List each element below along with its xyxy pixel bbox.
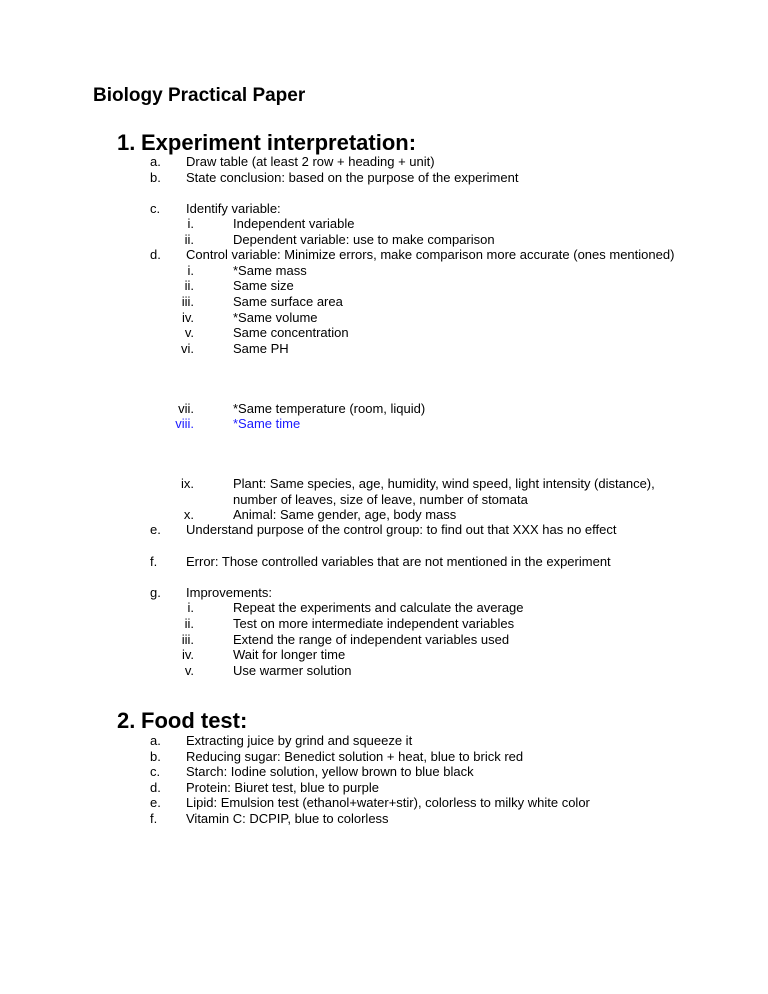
list-item (0, 733, 768, 749)
list-marker: v. (184, 663, 194, 678)
list-marker: b. (150, 749, 161, 764)
sub-list-item (0, 507, 768, 523)
list-text: Same PH (233, 341, 289, 356)
list-text: Wait for longer time (233, 647, 346, 662)
section-number: 2. (117, 708, 136, 733)
list-text: Dependent variable: use to make comparison (233, 232, 495, 247)
list-marker: d. (150, 780, 161, 795)
list-marker: iii. (181, 632, 194, 647)
list-text: Extend the range of independent variables used (233, 632, 510, 647)
list-marker: vi. (181, 341, 194, 356)
list-text: Use warmer solution (233, 663, 352, 678)
sub-list-item (0, 263, 768, 279)
list-item (0, 247, 768, 263)
sub-list-item (0, 325, 768, 341)
list-text: Understand purpose of the control group: to find out that XXX has no effect (186, 522, 617, 537)
list-marker: e. (150, 795, 161, 810)
list-marker: v. (184, 325, 194, 340)
list-text: Independent variable (233, 216, 355, 231)
sub-list-item (0, 476, 768, 492)
sub-list-item (0, 401, 768, 417)
list-text: State conclusion: based on the purpose of the experiment (186, 170, 519, 185)
list-marker: viii. (175, 416, 194, 431)
sub-list-item (0, 616, 768, 632)
list-text: Same size (233, 278, 294, 293)
list-text: *Same time (233, 416, 301, 431)
list-text: number of leaves, size of leave, number of stomata (233, 492, 528, 507)
list-text: Draw table (at least 2 row + heading + unit) (186, 154, 435, 169)
list-marker: iii. (181, 294, 194, 309)
list-marker: i. (187, 216, 194, 231)
list-text: *Same mass (233, 263, 307, 278)
sub-list-item (0, 310, 768, 326)
list-marker: b. (150, 170, 161, 185)
list-text: Starch: Iodine solution, yellow brown to blue black (186, 764, 474, 779)
list-marker: vii. (178, 401, 194, 416)
list-item (0, 764, 768, 780)
list-marker: i. (187, 600, 194, 615)
list-text: Plant: Same species, age, humidity, wind speed, light intensity (distance), (233, 476, 655, 491)
list-marker: a. (150, 733, 161, 748)
list-marker: i. (187, 263, 194, 278)
list-marker: a. (150, 154, 161, 169)
document-title: Biology Practical Paper (93, 85, 306, 106)
section-title: Food test: (141, 708, 248, 733)
list-text: *Same volume (233, 310, 318, 325)
list-item (0, 585, 768, 601)
sub-list-item (0, 232, 768, 248)
sub-list-item (0, 341, 768, 357)
list-marker: g. (150, 585, 161, 600)
list-text: Reducing sugar: Benedict solution + heat, blue to brick red (186, 749, 524, 764)
list-marker: f. (150, 554, 158, 569)
list-text: Same surface area (233, 294, 343, 309)
list-item (0, 201, 768, 217)
sub-list-item (0, 216, 768, 232)
sub-list-item (0, 294, 768, 310)
sub-list-item (0, 278, 768, 294)
list-item (0, 780, 768, 796)
sub-list-item (0, 600, 768, 616)
list-marker: ii. (184, 232, 194, 247)
list-marker: x. (183, 507, 194, 522)
list-text: Same concentration (233, 325, 349, 340)
list-text: *Same temperature (room, liquid) (233, 401, 426, 416)
list-item (0, 522, 768, 538)
list-marker: d. (150, 247, 161, 262)
list-item (0, 554, 768, 570)
list-text: Extracting juice by grind and squeeze it (186, 733, 413, 748)
sub-list-item-continuation (0, 492, 768, 508)
list-marker: f. (150, 811, 158, 826)
list-text: Animal: Same gender, age, body mass (233, 507, 457, 522)
list-item (0, 170, 768, 186)
list-marker: e. (150, 522, 161, 537)
sub-list-item (0, 632, 768, 648)
list-text: Test on more intermediate independent variables (233, 616, 515, 631)
list-text: Vitamin C: DCPIP, blue to colorless (186, 811, 389, 826)
section-title: Experiment interpretation: (141, 130, 417, 155)
list-marker: iv. (181, 310, 194, 325)
list-text: Protein: Biuret test, blue to purple (186, 780, 379, 795)
list-marker: iv. (181, 647, 194, 662)
section-number: 1. (117, 130, 136, 155)
list-text: Identify variable: (186, 201, 281, 216)
list-item (0, 795, 768, 811)
list-item (0, 811, 768, 827)
list-text: Improvements: (186, 585, 272, 600)
list-item (0, 749, 768, 765)
list-text: Error: Those controlled variables that are not mentioned in the experiment (186, 554, 611, 569)
list-marker: ix. (181, 476, 194, 491)
list-marker: ii. (184, 616, 194, 631)
list-marker: c. (150, 764, 161, 779)
list-marker: ii. (184, 278, 194, 293)
list-marker: c. (150, 201, 161, 216)
list-text: Lipid: Emulsion test (ethanol+water+stir), colorless to milky white color (186, 795, 590, 810)
sub-list-item (0, 663, 768, 679)
sub-list-item-highlighted (0, 416, 768, 432)
sub-list-item (0, 647, 768, 663)
list-text: Repeat the experiments and calculate the average (233, 600, 524, 615)
list-text: Control variable: Minimize errors, make comparison more accurate (ones mentioned) (186, 247, 675, 262)
list-item (0, 154, 768, 170)
